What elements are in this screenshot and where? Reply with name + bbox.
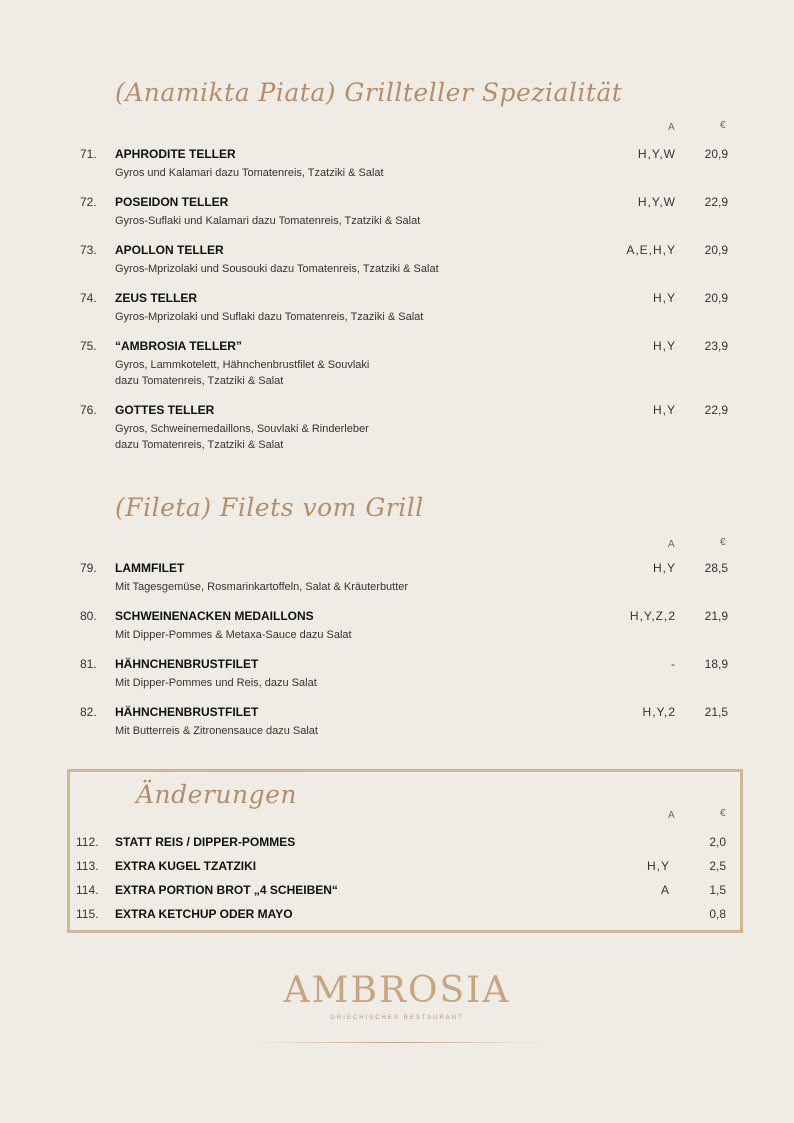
item-price: 1,5 <box>709 883 726 897</box>
item-number: 81. <box>80 657 97 671</box>
item-price: 21,9 <box>704 609 728 623</box>
price-column-header: € <box>720 537 726 548</box>
changes-box <box>67 769 743 933</box>
item-allergens: H,Y <box>652 339 676 353</box>
item-name: APHRODITE TELLER <box>115 147 236 161</box>
section-title-filets: (Fileta) Filets vom Grill <box>115 493 424 522</box>
item-description: Gyros-Mprizolaki und Sousouki dazu Tomatenreis, Tzatziki & Salat <box>115 263 439 275</box>
item-allergens: A,E,H,Y <box>626 243 676 257</box>
section-title-grillteller: (Anamikta Piata) Grillteller Spezialität <box>115 78 623 107</box>
item-number: 115. <box>76 907 99 921</box>
item-number: 80. <box>80 609 97 623</box>
item-number: 74. <box>80 291 97 305</box>
item-number: 82. <box>80 705 97 719</box>
item-name: HÄHNCHENBRUSTFILET <box>115 657 259 671</box>
item-price: 20,9 <box>704 147 728 161</box>
price-column-header: € <box>720 120 726 131</box>
item-number: 71. <box>80 147 97 161</box>
item-price: 22,9 <box>704 403 728 417</box>
item-price: 0,8 <box>709 907 726 921</box>
item-price: 18,9 <box>704 657 728 671</box>
item-price: 28,5 <box>704 561 728 575</box>
item-allergens: H,Y <box>652 291 676 305</box>
item-name: LAMMFILET <box>115 561 185 575</box>
item-description: dazu Tomatenreis, Tzatziki & Salat <box>115 375 284 387</box>
item-number: 114. <box>76 883 99 897</box>
item-name: ZEUS TELLER <box>115 291 198 305</box>
item-name: GOTTES TELLER <box>115 403 215 417</box>
item-description: Mit Dipper-Pommes & Metaxa-Sauce dazu Salat <box>115 629 352 641</box>
item-price: 20,9 <box>704 291 728 305</box>
item-price: 21,5 <box>704 705 728 719</box>
allergen-column-header: A <box>668 810 675 821</box>
item-number: 75. <box>80 339 97 353</box>
item-allergens: H,Y <box>652 403 676 417</box>
item-description: Mit Butterreis & Zitronensauce dazu Salat <box>115 725 318 737</box>
restaurant-logo-subtitle: GRIECHISCHES RESTAURANT <box>330 1015 464 1021</box>
item-description: Gyros, Schweinemedaillons, Souvlaki & Rinderleber <box>115 423 369 435</box>
item-price: 23,9 <box>704 339 728 353</box>
item-allergens: H,Y,Z,2 <box>629 609 676 623</box>
item-description: Mit Tagesgemüse, Rosmarinkartoffeln, Salat & Kräuterbutter <box>115 581 409 593</box>
item-number: 79. <box>80 561 97 575</box>
item-name: EXTRA KUGEL TZATZIKI <box>115 859 257 873</box>
item-description: dazu Tomatenreis, Tzatziki & Salat <box>115 439 284 451</box>
item-allergens: H,Y <box>646 859 670 873</box>
allergen-column-header: A <box>668 539 675 550</box>
item-allergens: H,Y,2 <box>642 705 676 719</box>
item-price: 20,9 <box>704 243 728 257</box>
item-name: APOLLON TELLER <box>115 243 224 257</box>
item-description: Gyros-Suflaki und Kalamari dazu Tomatenreis, Tzatziki & Salat <box>115 215 421 227</box>
item-description: Gyros-Mprizolaki und Suflaki dazu Tomatenreis, Tzaziki & Salat <box>115 311 424 323</box>
item-name: EXTRA PORTION BROT „4 SCHEIBEN“ <box>115 883 338 897</box>
item-price: 2,0 <box>709 835 726 849</box>
item-price: 2,5 <box>709 859 726 873</box>
item-name: “AMBROSIA TELLER” <box>115 339 242 353</box>
item-name: STATT REIS / DIPPER-POMMES <box>115 835 296 849</box>
item-description: Gyros und Kalamari dazu Tomatenreis, Tzatziki & Salat <box>115 167 384 179</box>
item-price: 22,9 <box>704 195 728 209</box>
item-name: HÄHNCHENBRUSTFILET <box>115 705 259 719</box>
item-name: POSEIDON TELLER <box>115 195 229 209</box>
item-number: 73. <box>80 243 97 257</box>
item-allergens: - <box>671 657 676 671</box>
allergen-column-header: A <box>668 122 675 133</box>
item-name: EXTRA KETCHUP ODER MAYO <box>115 907 293 921</box>
item-number: 112. <box>76 835 99 849</box>
section-title-changes: Änderungen <box>136 780 298 809</box>
item-allergens: A <box>660 883 670 897</box>
item-number: 76. <box>80 403 97 417</box>
item-allergens: H,Y,W <box>637 147 676 161</box>
price-column-header: € <box>720 808 726 819</box>
item-number: 113. <box>76 859 99 873</box>
item-allergens: H,Y <box>652 561 676 575</box>
item-description: Gyros, Lammkotelett, Hähnchenbrustfilet & Souvlaki <box>115 359 370 371</box>
item-description: Mit Dipper-Pommes und Reis, dazu Salat <box>115 677 317 689</box>
item-name: SCHWEINENACKEN MEDAILLONS <box>115 609 314 623</box>
logo-divider <box>250 1042 544 1043</box>
item-number: 72. <box>80 195 97 209</box>
restaurant-logo: AMBROSIA <box>283 970 511 1011</box>
item-allergens: H,Y,W <box>637 195 676 209</box>
